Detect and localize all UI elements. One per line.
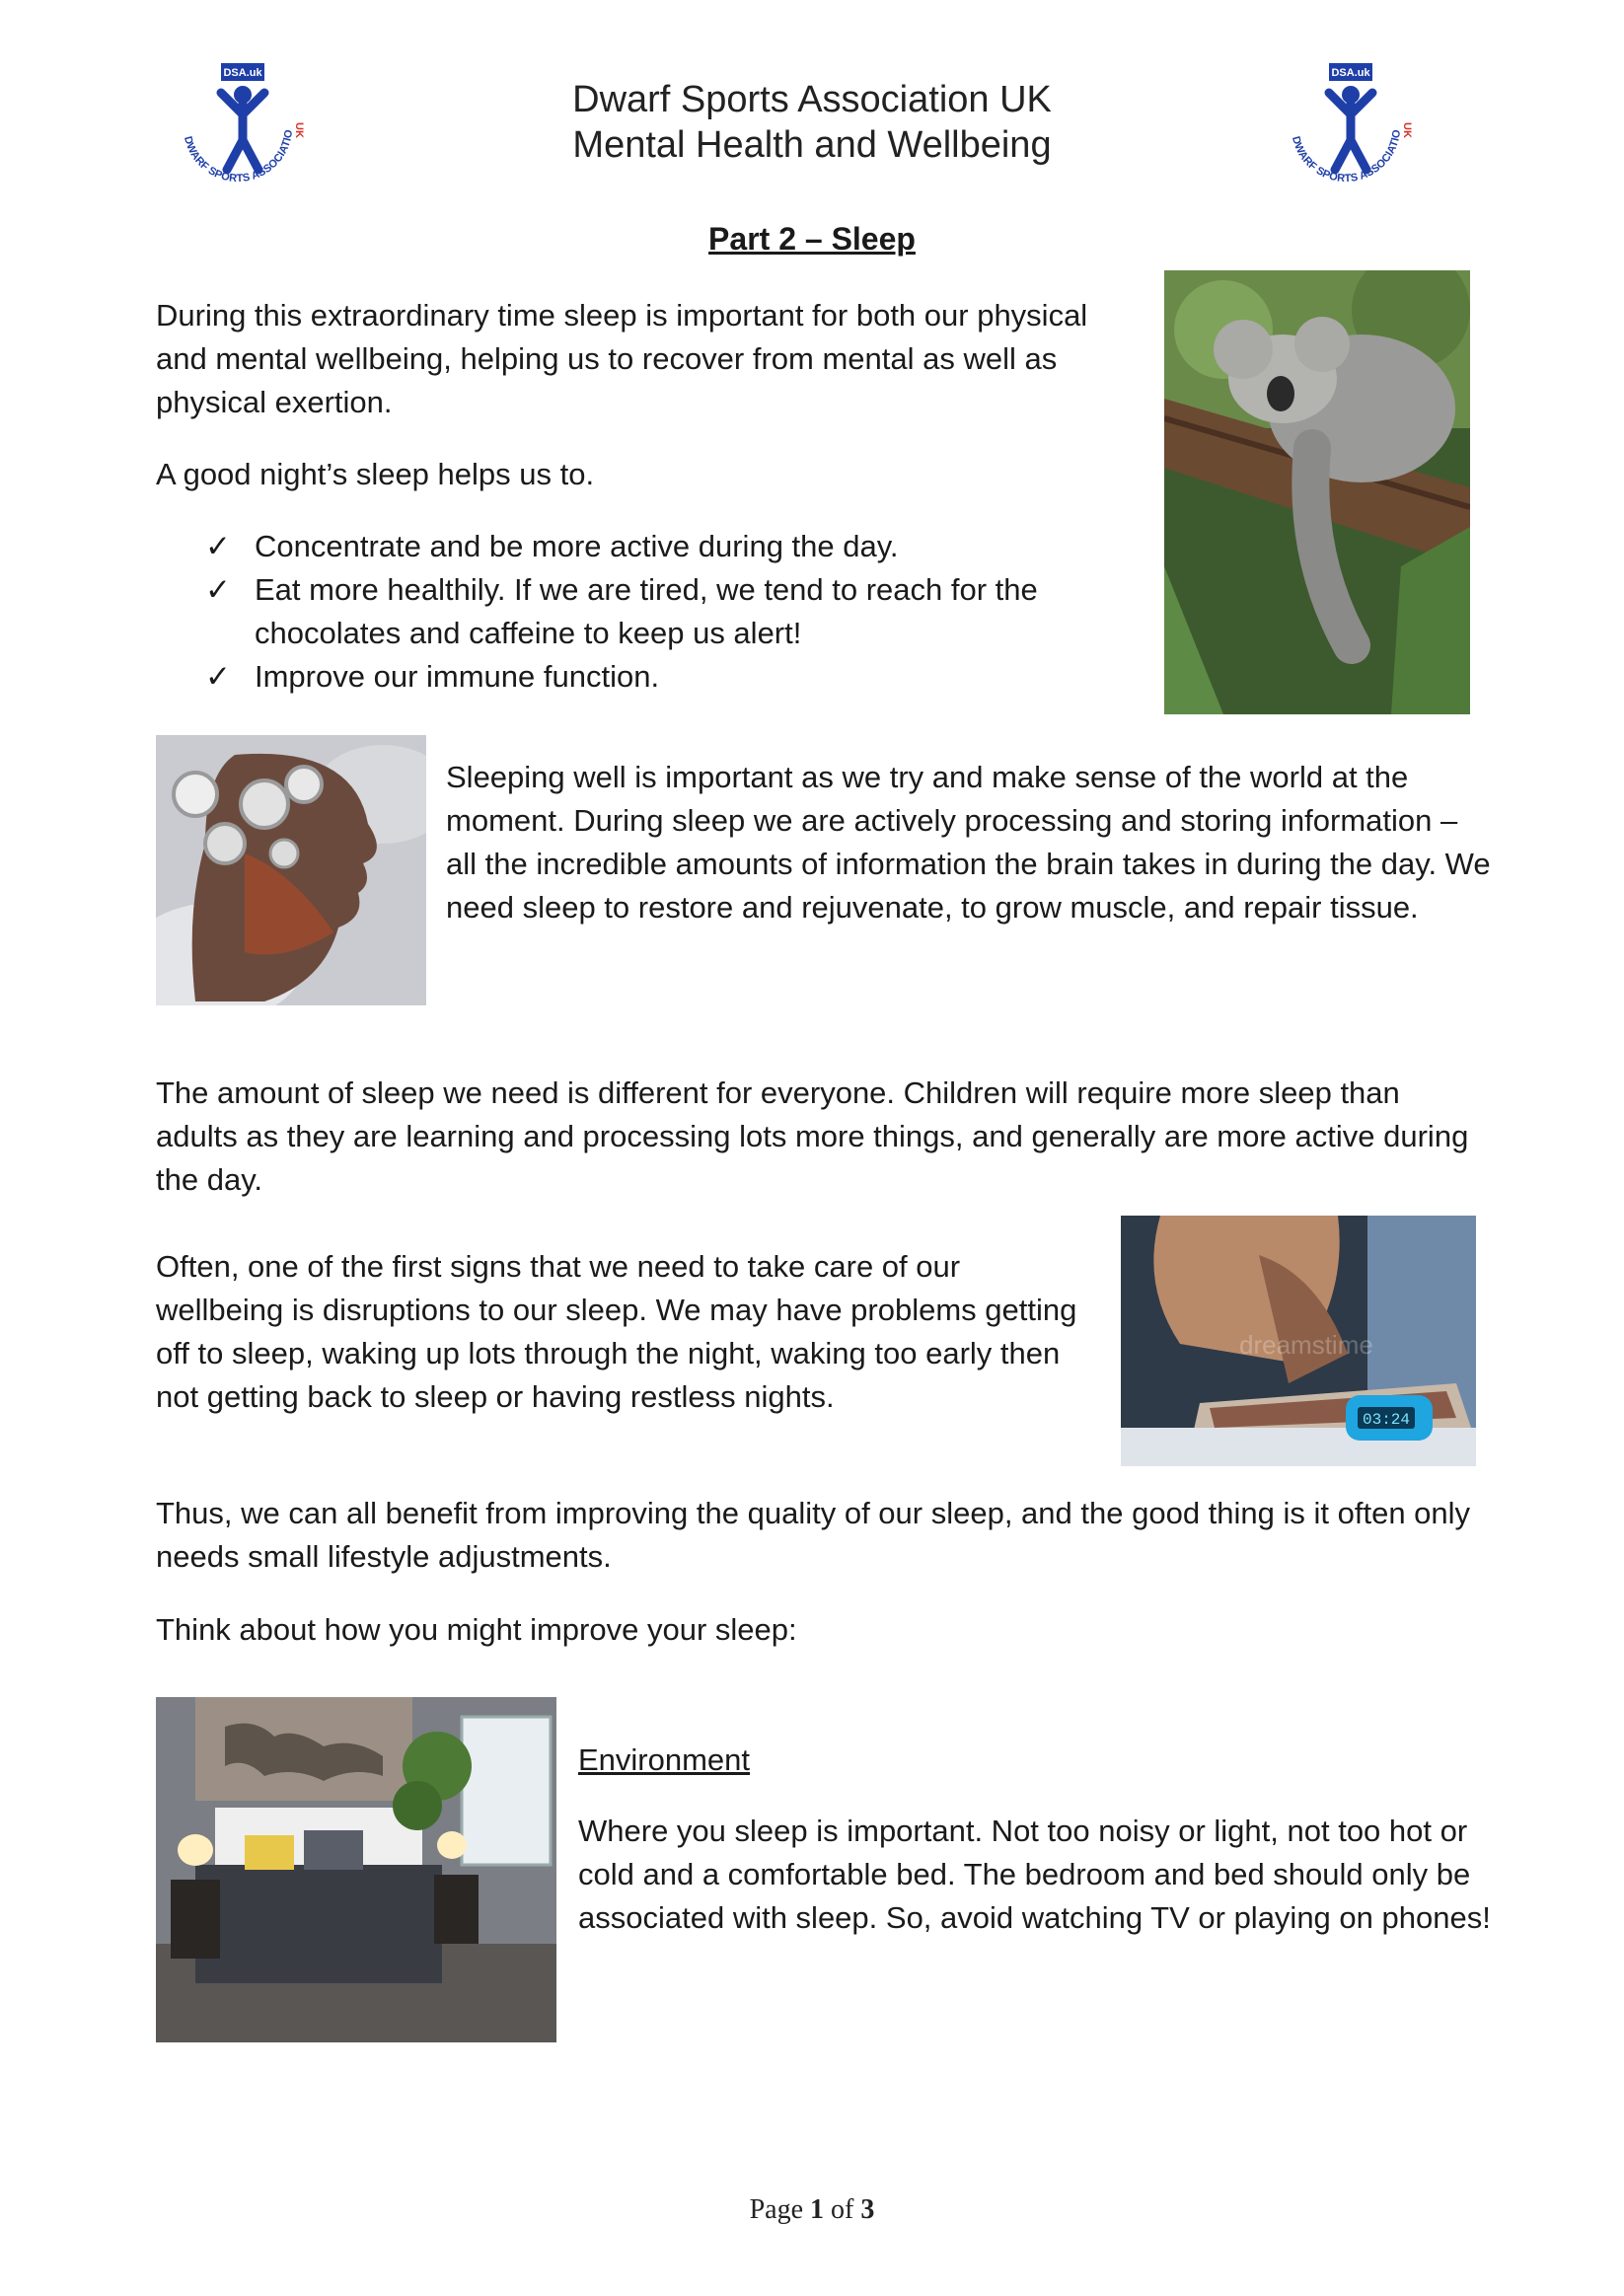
svg-text:dreamstime: dreamstime [1239,1330,1373,1360]
intro-block [156,294,1123,699]
signs-paragraph: Often, one of the first signs that we need to take care of our wellbeing is disruptions to our sleep. We may have problems getting off to sleep, waking up lots through the night, waking too early then not getting back to sleep or having restless nights. [156,1249,1077,1414]
restless-sleep-photo [1121,1216,1476,1466]
intro-paragraph: During this extraordinary time sleep is important for both our physical and mental wellbeing, helping us to recover from mental as well as physical exertion. [156,298,1088,419]
gears-head-image [156,735,426,1005]
svg-text:DSA.uk: DSA.uk [1331,67,1370,79]
header-subtitle: Mental Health and Wellbeing [572,124,1052,166]
svg-text:UK: UK [293,122,305,138]
page-current: 1 [810,2194,825,2225]
svg-text:UK: UK [1401,122,1413,138]
environment-section [578,1739,1496,1940]
list-item: ✓ Improve our immune function. [156,655,1143,699]
page-word: Page [749,2194,804,2225]
page-footer [0,2194,1624,2226]
checkmark-icon: ✓ [205,529,231,563]
org-name: Dwarf Sports Association UK [572,79,1052,120]
koala-photo [1164,270,1470,714]
checkmark-icon: ✓ [205,572,231,607]
amount-paragraph: The amount of sleep we need is different for everyone. Children will require more sleep than adults as they are learning and processing lots more things, and generally are more active during the day. [156,1075,1469,1197]
bedroom-photo [156,1697,556,2042]
intro-lead: A good night’s sleep helps us to. [156,457,595,491]
document-header [0,77,1624,168]
list-item: ✓ Concentrate and be more active during the day. [156,525,1143,568]
benefit-paragraph: Thus, we can all benefit from improving the quality of our sleep, and the good thing is it often only needs small lifestyle adjustments. [156,1496,1471,1574]
svg-text:DWARF SPORTS ASSOCIATION: DWARF SPORTS ASSOCIATIO [1289,128,1404,185]
section-title: Part 2 – Sleep [708,221,916,257]
svg-text:03:24: 03:24 [1362,1411,1411,1429]
svg-text:DWARF SPORTS ASSOCIATION: DWARF SPORTS ASSOCIATIO [181,128,296,185]
sleeping-well-paragraph: Sleeping well is important as we try and make sense of the world at the moment. During sleep we are actively processing and storing information – all the incredible amounts of information the brain takes in during the day. We need sleep to restore and rejuvenate, to grow muscle, and repair tissue. [446,760,1491,925]
page-of: of [831,2194,854,2225]
environment-heading: Environment [578,1742,751,1777]
page-total: 3 [860,2194,875,2225]
list-item: ✓ Eat more healthily. If we are tired, we tend to reach for the chocolates and caffeine to keep us alert! [156,568,1143,655]
checkmark-icon: ✓ [205,659,231,694]
environment-text: Where you sleep is important. Not too noisy or light, not too hot or cold and a comfortable bed. The bedroom and bed should only be associated with sleep. So, avoid watching TV or playing on phones! [578,1814,1491,1935]
think-paragraph: Think about how you might improve your sleep: [156,1612,797,1647]
benefits-list [156,525,1143,699]
svg-text:DSA.uk: DSA.uk [223,67,262,79]
